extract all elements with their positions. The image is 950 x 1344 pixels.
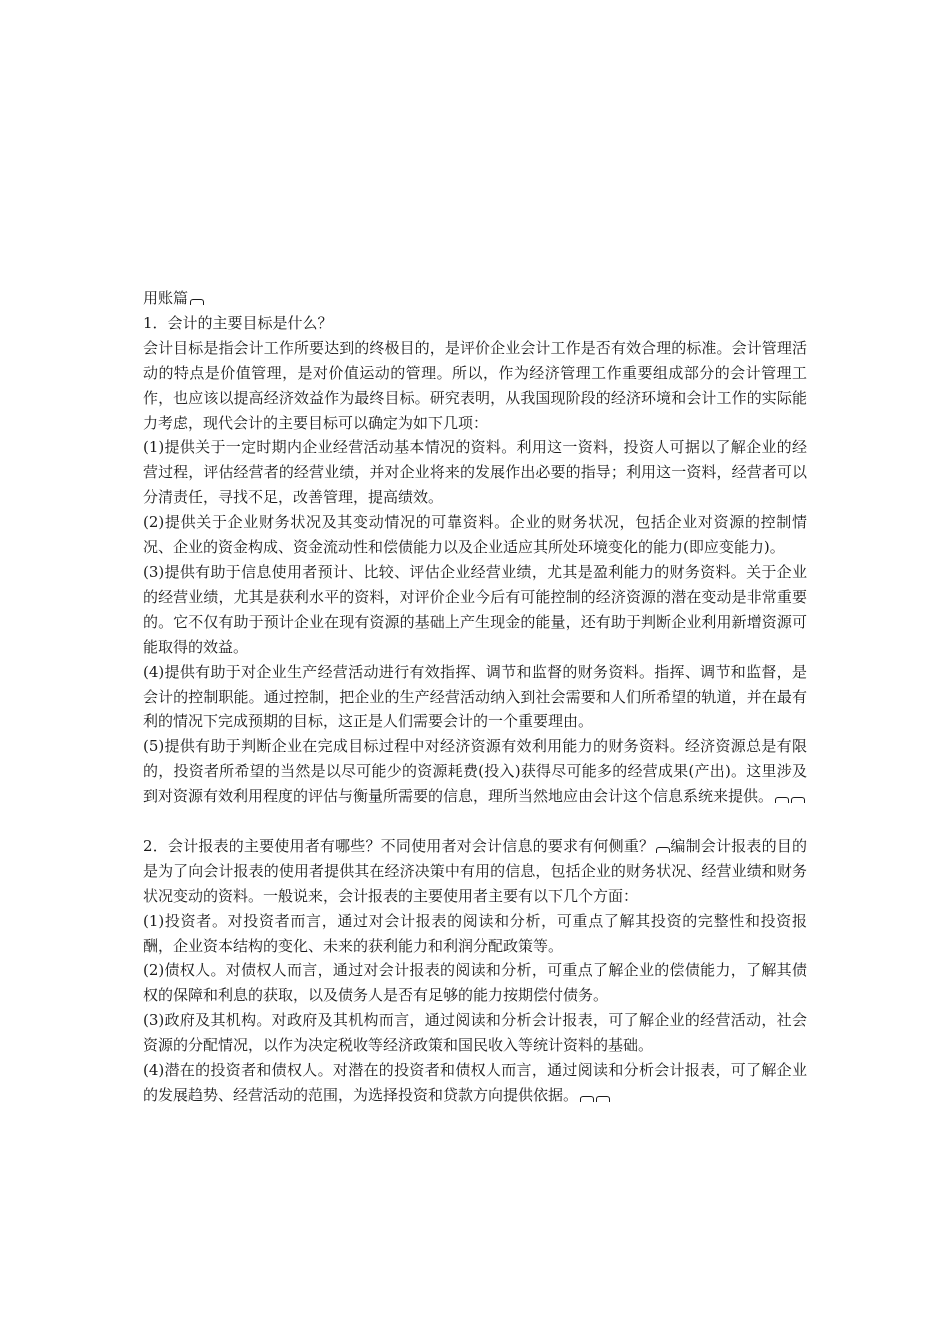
question-1-item-1: (1)提供关于一定时期内企业经营活动基本情况的资料。利用这一资料，投资人可据以了解企业的经营过程，评估经营者的经营业绩，并对企业将来的发展作出必要的指导；利用这一资料，经营者可以分清责任，寻找不足，改善管理，提高绩效。	[143, 438, 807, 507]
paragraph-mark-icon	[775, 797, 789, 803]
question-2-item-3: (3)政府及其机构。对政府及其机构而言，通过阅读和分析会计报表，可了解企业的经营活动，社会资源的分配情况，以作为决定税收等经济政策和国民收入等统计资料的基础。	[143, 1011, 807, 1055]
question-1-title: 1．会计的主要目标是什么？	[143, 313, 333, 332]
document-body	[143, 286, 807, 1108]
blank-line	[143, 809, 807, 834]
paragraph-mark-icon	[596, 1096, 610, 1102]
question-1-item-5: (5)提供有助于判断企业在完成目标过程中对经济资源有效利用能力的财务资料。经济资源总是有限的，投资者所希望的当然是以尽可能少的资源耗费(投入)获得尽可能多的经营成果(产出)。这里涉及到对资源有效利用程度的评估与衡量所需要的信息，理所当然地应由会计这个信息系统来提供。	[143, 737, 807, 806]
question-2-item-2: (2)债权人。对债权人而言，通过对会计报表的阅读和分析，可重点了解企业的偿债能力，了解其债权的保障和利息的获取，以及债务人是否有足够的能力按期偿付债务。	[143, 961, 807, 1005]
question-2-item-1: (1)投资者。对投资者而言，通过对会计报表的阅读和分析，可重点了解其投资的完整性和投资报酬，企业资本结构的变化、未来的获利能力和利润分配政策等。	[143, 911, 807, 955]
question-2-item-4: (4)潜在的投资者和债权人。对潜在的投资者和债权人而言，通过阅读和分析会计报表，可了解企业的发展趋势、经营活动的范围，为选择投资和贷款方向提供依据。	[143, 1061, 807, 1104]
paragraph-mark-icon	[580, 1096, 594, 1102]
question-1-item-4: (4)提供有助于对企业生产经营活动进行有效指挥、调节和监督的财务资料。指挥、调节和监督，是会计的控制职能。通过控制，把企业的生产经营活动纳入到社会需要和人们所希望的轨道，并在最有利的情况下完成预期的目标，这正是人们需要会计的一个重要理由。	[143, 662, 807, 731]
question-2-block	[143, 834, 807, 909]
question-1-item-3: (3)提供有助于信息使用者预计、比较、评估企业经营业绩，尤其是盈利能力的财务资料。关于企业的经营业绩，尤其是获利水平的资料，对评价企业今后有可能控制的经济资源的潜在变动是非常重要的。它不仅有助于预计企业在现有资源的基础上产生现金的能量，还有助于判断企业利用新增资源可能取得的效益。	[143, 562, 807, 656]
paragraph-mark-icon	[791, 797, 805, 803]
question-2-title: 2．会计报表的主要使用者有哪些？不同使用者对会计信息的要求有何侧重？	[143, 836, 655, 855]
question-1-intro: 会计目标是指会计工作所要达到的终极目的，是评价企业会计工作是否有效合理的标准。会计管理活动的特点是价值管理，是对价值运动的管理。所以，作为经济管理工作重要组成部分的会计管理工作，也应该以提高经济效益作为最终目标。研究表明，从我国现阶段的经济环境和会计工作的实际能力考虑，现代会计的主要目标可以确定为如下几项：	[143, 338, 807, 432]
paragraph-mark-icon	[656, 847, 670, 853]
question-2-intro: 编制会计报表的目的是为了向会计报表的使用者提供其在经济决策中有用的信息，包括企业的财务状况、经营业绩和财务状况变动的资料。一般说来，会计报表的主要使用者主要有以下几个方面：	[143, 836, 807, 905]
paragraph-mark-icon	[190, 299, 204, 305]
question-1-item-2: (2)提供关于企业财务状况及其变动情况的可靠资料。企业的财务状况，包括企业对资源的控制情况、企业的资金构成、资金流动性和偿债能力以及企业适应其所处环境变化的能力(即应变能力)。	[143, 513, 807, 557]
section-heading: 用账篇	[143, 286, 807, 311]
